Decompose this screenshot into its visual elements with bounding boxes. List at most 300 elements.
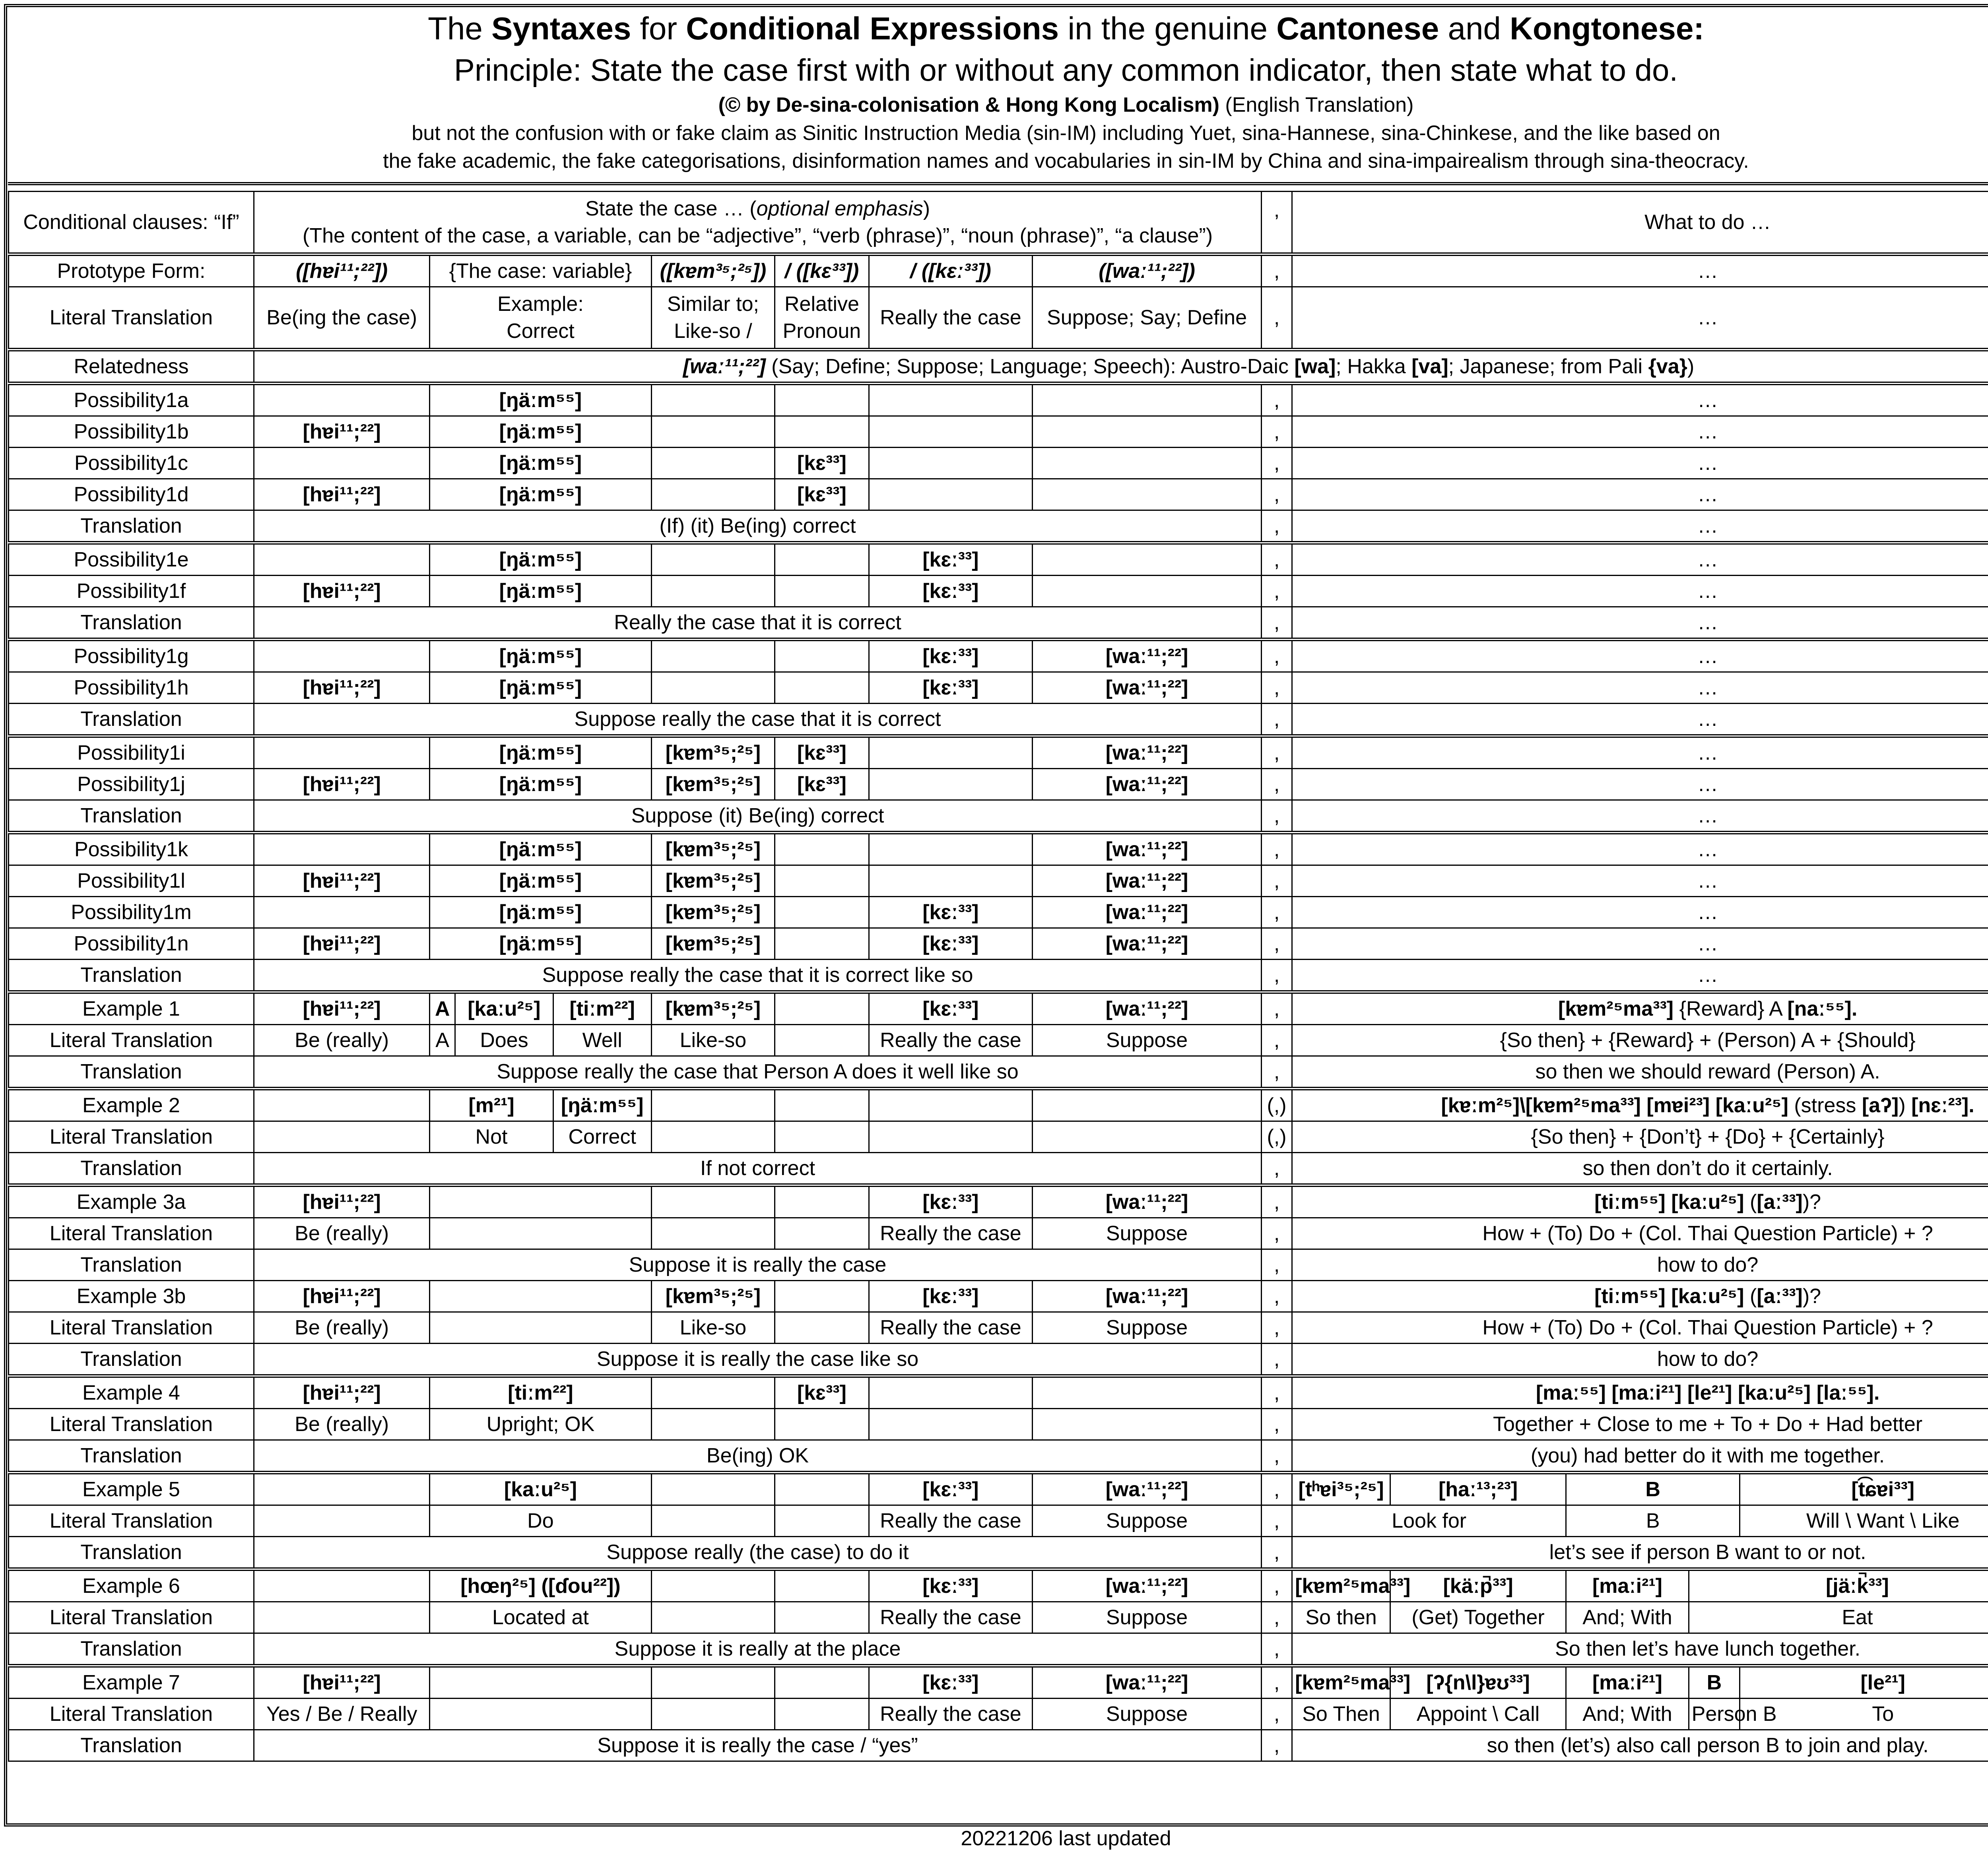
todo-word: B — [1566, 1505, 1740, 1537]
literal-cell: Suppose — [1033, 1218, 1262, 1249]
todo-cell: How + (To) Do + (Col. Thai Question Particle) + ? — [1292, 1312, 1988, 1344]
ke-long-cell: [kɛː³³] — [869, 1281, 1032, 1312]
ke-cell — [775, 672, 869, 704]
hei-cell: [hɐi¹¹;²²] — [254, 576, 430, 607]
literal-cell — [651, 1505, 775, 1537]
wa-cell — [1033, 1376, 1262, 1409]
variable-cell: [ŋäːm⁵⁵] — [430, 543, 651, 576]
todo-cell: [tiːm⁵⁵] [kaːu²⁵] ([aː³³])? — [1292, 1185, 1988, 1218]
kem-cell — [651, 416, 775, 448]
todo-cell: so then we should reward (Person) A. — [1292, 1056, 1988, 1089]
row-label: Example 4 — [9, 1376, 254, 1409]
ke-long-cell: [kɛː³³] — [869, 1473, 1032, 1505]
todo-word: B — [1566, 1473, 1740, 1505]
row-label: Possibility1m — [9, 897, 254, 928]
wa-cell: [waː¹¹;²²] — [1033, 1281, 1262, 1312]
wa-cell: [waː¹¹;²²] — [1033, 672, 1262, 704]
ke-long-cell: [kɛː³³] — [869, 640, 1032, 672]
possibility-row — [9, 672, 1988, 704]
hei-cell: [hɐi¹¹;²²] — [254, 769, 430, 800]
kem-cell — [651, 576, 775, 607]
literal-translation-row — [9, 1602, 1988, 1633]
comma-cell: , — [1262, 928, 1292, 960]
ke-long-cell: [kɛː³³] — [869, 1569, 1032, 1602]
hei-cell: [hɐi¹¹;²²] — [254, 865, 430, 897]
literal-cell: Located at — [430, 1602, 651, 1633]
todo-cell: … — [1292, 576, 1988, 607]
todo-cell: [kɐːm²⁵]\[kɐm²⁵ma³³] [mɐi²³] [kaːu²⁵] (stress [aʔ]) [nɛː²³]. — [1292, 1089, 1988, 1121]
ke-long-cell — [869, 865, 1032, 897]
person-a-cell: A — [430, 992, 455, 1025]
comma-cell: , — [1262, 1699, 1292, 1730]
todo-cell: so then don’t do it certainly. — [1292, 1153, 1988, 1185]
row-label: Possibility1g — [9, 640, 254, 672]
comma-cell: , — [1262, 992, 1292, 1025]
translation-row — [9, 1056, 1988, 1089]
literal-cell: Upright; OK — [430, 1409, 651, 1440]
last-updated: 20221206 last updated — [0, 1829, 1988, 1848]
translation-text: Suppose it is really the case like so — [254, 1344, 1262, 1376]
ke-long-cell: [kɛː³³] — [869, 576, 1032, 607]
translation-row — [9, 1344, 1988, 1376]
translation-text: If not correct — [254, 1153, 1262, 1185]
ke-cell — [775, 1281, 869, 1312]
variable-cell: [ŋäːm⁵⁵] — [430, 384, 651, 416]
variable-cell: [ŋäːm⁵⁵] — [430, 479, 651, 510]
literal-cell — [775, 1312, 869, 1344]
todo-cell: [maː⁵⁵] [maːi²¹] [le²¹] [kaːu²⁵] [laː⁵⁵]. — [1292, 1376, 1988, 1409]
translation-row — [9, 800, 1988, 833]
row-label: Example 3a — [9, 1185, 254, 1218]
row-label: Translation — [9, 1056, 254, 1089]
comma-cell: , — [1262, 1376, 1292, 1409]
todo-cell: … — [1292, 510, 1988, 543]
literal-cell — [651, 1699, 775, 1730]
ke-cell — [775, 1666, 869, 1699]
row-label: Translation — [9, 607, 254, 640]
literal-cell: Not — [430, 1121, 553, 1153]
todo-cell: … — [1292, 833, 1988, 865]
todo-cell: {So then} + {Reward} + (Person) A + {Should} — [1292, 1025, 1988, 1056]
todo-word: So Then — [1292, 1699, 1390, 1730]
translation-text: Really the case that it is correct — [254, 607, 1262, 640]
todo-cell: how to do? — [1292, 1249, 1988, 1281]
todo-cell: … — [1292, 865, 1988, 897]
todo-cell: … — [1292, 416, 1988, 448]
translation-row — [9, 1440, 1988, 1473]
literal-translation-row — [9, 1218, 1988, 1249]
row-label: Translation — [9, 1633, 254, 1666]
hei-cell: [hɐi¹¹;²²] — [254, 479, 430, 510]
ke-cell: [kɛ³³] — [775, 448, 869, 479]
literal-cell: Really the case — [869, 287, 1032, 350]
kem-cell — [651, 1473, 775, 1505]
literal-cell: Do — [430, 1505, 651, 1537]
variable-cell: [kaːu²⁵] — [430, 1473, 651, 1505]
conditional-clause-label: Conditional clauses: “If” — [9, 192, 254, 254]
literal-cell: Suppose — [1033, 1505, 1262, 1537]
wa-cell — [1033, 416, 1262, 448]
translation-text: Suppose really the case that it is correct like so — [254, 960, 1262, 992]
hei-cell: [hɐi¹¹;²²] — [254, 1376, 430, 1409]
row-label: Example 5 — [9, 1473, 254, 1505]
todo-word: (Get) Together — [1390, 1602, 1566, 1633]
literal-cell — [1033, 1121, 1262, 1153]
todo-cell: [tiːm⁵⁵] [kaːu²⁵] ([aː³³])? — [1292, 1281, 1988, 1312]
todo-word: B — [1689, 1666, 1740, 1699]
literal-cell: Does — [455, 1025, 553, 1056]
ke-cell — [775, 897, 869, 928]
kem-cell — [651, 1376, 775, 1409]
translation-row — [9, 1153, 1988, 1185]
comma-cell: , — [1262, 865, 1292, 897]
literal-cell: Suppose — [1033, 1602, 1262, 1633]
possibility-row — [9, 640, 1988, 672]
possibility-row — [9, 543, 1988, 576]
literal-cell: Be (really) — [254, 1312, 430, 1344]
literal-cell: Like-so — [651, 1025, 775, 1056]
row-label: Literal Translation — [9, 1409, 254, 1440]
ke-long-cell — [869, 736, 1032, 769]
todo-cell: {So then} + {Don’t} + {Do} + {Certainly} — [1292, 1121, 1988, 1153]
ke-cell — [775, 1185, 869, 1218]
proto-cell-ke: / ([kɛ³³]) — [775, 254, 869, 287]
ke-cell — [775, 640, 869, 672]
literal-cell — [254, 1602, 430, 1633]
row-label: Translation — [9, 960, 254, 992]
literal-cell: Be (really) — [254, 1409, 430, 1440]
proto-cell-variable: {The case: variable} — [430, 254, 651, 287]
variable-cell: [ŋäːm⁵⁵] — [430, 672, 651, 704]
literal-cell — [651, 1121, 775, 1153]
literal-translation-row — [9, 1409, 1988, 1440]
kem-cell: [kɐm³⁵;²⁵] — [651, 1281, 775, 1312]
translation-text: Suppose really (the case) to do it — [254, 1537, 1262, 1569]
wa-cell — [1033, 543, 1262, 576]
row-label: Possibility1j — [9, 769, 254, 800]
hei-cell — [254, 448, 430, 479]
comma-cell: , — [1262, 1025, 1292, 1056]
todo-cell: so then (let’s) also call person B to join and play. — [1292, 1730, 1988, 1761]
kem-cell — [651, 1569, 775, 1602]
todo-word: And; With — [1566, 1699, 1689, 1730]
wa-cell: [waː¹¹;²²] — [1033, 1569, 1262, 1602]
comma-cell: , — [1262, 543, 1292, 576]
hei-cell: [hɐi¹¹;²²] — [254, 416, 430, 448]
todo-cell: … — [1292, 607, 1988, 640]
variable-cell: [hœŋ²⁵] ([ɗou²²]) — [430, 1569, 651, 1602]
todo-cell: let’s see if person B want to or not. — [1292, 1537, 1988, 1569]
row-label: Prototype Form: — [9, 254, 254, 287]
kau-cell: [kaːu²⁵] — [455, 992, 553, 1025]
ke-cell: [kɛ³³] — [775, 479, 869, 510]
row-label: Translation — [9, 1153, 254, 1185]
page-header — [8, 8, 1988, 185]
translation-row — [9, 607, 1988, 640]
literal-translation-row — [9, 287, 1988, 350]
possibility-row — [9, 576, 1988, 607]
variable-cell: [ŋäːm⁵⁵] — [430, 769, 651, 800]
comma-cell: , — [1262, 672, 1292, 704]
ke-cell — [775, 928, 869, 960]
kem-cell — [651, 543, 775, 576]
hei-cell — [254, 543, 430, 576]
comma-cell: , — [1262, 1185, 1292, 1218]
todo-cell: … — [1292, 640, 1988, 672]
wa-cell: [waː¹¹;²²] — [1033, 897, 1262, 928]
relatedness-text: [waː¹¹;²²] (Say; Define; Suppose; Language; Speech): Austro-Daic [wa]; Hakka [va]; Japanese; from Pali {va}) — [254, 350, 1988, 384]
literal-cell: Correct — [553, 1121, 651, 1153]
possibility-row — [9, 833, 1988, 865]
ke-cell — [775, 992, 869, 1025]
comma-cell: (,) — [1262, 1089, 1292, 1121]
literal-cell — [775, 1505, 869, 1537]
translation-row — [9, 704, 1988, 736]
comma-cell: , — [1262, 1249, 1292, 1281]
todo-cell: … — [1292, 928, 1988, 960]
todo-cell: … — [1292, 448, 1988, 479]
row-label: Example 7 — [9, 1666, 254, 1699]
kem-cell — [651, 640, 775, 672]
translation-text: Suppose it is really at the place — [254, 1633, 1262, 1666]
row-label: Literal Translation — [9, 1218, 254, 1249]
ke-long-cell — [869, 1376, 1032, 1409]
todo-cell: … — [1292, 254, 1988, 287]
kem-cell — [651, 1666, 775, 1699]
kem-cell: [kɐm³⁵;²⁵] — [651, 928, 775, 960]
literal-cell: Example: Correct — [430, 287, 651, 350]
wa-cell: [waː¹¹;²²] — [1033, 1473, 1262, 1505]
kem-cell: [kɐm³⁵;²⁵] — [651, 736, 775, 769]
row-label: Possibility1e — [9, 543, 254, 576]
example-5-row — [9, 1473, 1988, 1505]
kem-cell: [kɐm³⁵;²⁵] — [651, 897, 775, 928]
possibility-row — [9, 384, 1988, 416]
row-label: Literal Translation — [9, 1025, 254, 1056]
row-label: Literal Translation — [9, 287, 254, 350]
todo-cell: Together + Close to me + To + Do + Had better — [1292, 1409, 1988, 1440]
todo-word: [maːi²¹] — [1566, 1666, 1689, 1699]
hei-cell — [254, 736, 430, 769]
literal-cell: Yes / Be / Really — [254, 1699, 430, 1730]
todo-word: Appoint \ Call — [1390, 1699, 1566, 1730]
example-6-row — [9, 1569, 1988, 1602]
comma-cell: , — [1262, 1505, 1292, 1537]
row-label: Example 3b — [9, 1281, 254, 1312]
comma-cell: , — [1262, 960, 1292, 992]
translation-row — [9, 1249, 1988, 1281]
row-label: Literal Translation — [9, 1505, 254, 1537]
row-label: Translation — [9, 510, 254, 543]
comma-cell: , — [1262, 607, 1292, 640]
ke-long-cell — [869, 833, 1032, 865]
literal-cell: A — [430, 1025, 455, 1056]
todo-cell: … — [1292, 800, 1988, 833]
todo-word: [maːi²¹] — [1566, 1569, 1689, 1602]
row-label: Translation — [9, 704, 254, 736]
literal-cell — [775, 1025, 869, 1056]
todo-cell: … — [1292, 479, 1988, 510]
wa-cell: [waː¹¹;²²] — [1033, 640, 1262, 672]
row-label: Example 2 — [9, 1089, 254, 1121]
row-label: Possibility1i — [9, 736, 254, 769]
row-label: Possibility1d — [9, 479, 254, 510]
todo-word: [haː¹³;²³] — [1390, 1473, 1566, 1505]
ke-cell: [kɛ³³] — [775, 736, 869, 769]
ke-cell — [775, 833, 869, 865]
hei-cell: [hɐi¹¹;²²] — [254, 928, 430, 960]
hei-cell — [254, 897, 430, 928]
comma-cell: , — [1262, 1569, 1292, 1602]
comma-cell: (,) — [1262, 1121, 1292, 1153]
possibility-row — [9, 736, 1988, 769]
literal-cell: Really the case — [869, 1699, 1032, 1730]
wa-cell: [waː¹¹;²²] — [1033, 833, 1262, 865]
ke-cell — [775, 543, 869, 576]
ke-cell — [775, 1473, 869, 1505]
literal-cell — [775, 1121, 869, 1153]
kem-cell — [651, 672, 775, 704]
todo-cell: [kɐm²⁵ma³³] {Reward} A [naː⁵⁵]. — [1292, 992, 1988, 1025]
translation-text: Be(ing) OK — [254, 1440, 1262, 1473]
translation-row — [9, 1537, 1988, 1569]
ke-cell — [775, 384, 869, 416]
todo-word: Will \ Want \ Like — [1740, 1505, 1988, 1537]
comma-cell: , — [1262, 287, 1292, 350]
wa-cell — [1033, 384, 1262, 416]
row-label: Possibility1n — [9, 928, 254, 960]
todo-word: And; With — [1566, 1602, 1689, 1633]
comma-cell: , — [1262, 1440, 1292, 1473]
row-label: Translation — [9, 800, 254, 833]
translation-text: Suppose (it) Be(ing) correct — [254, 800, 1262, 833]
todo-word: Person B — [1689, 1699, 1740, 1730]
example-ex3b-row — [9, 1281, 1988, 1312]
ke-cell: [kɛ³³] — [775, 769, 869, 800]
literal-cell — [775, 1409, 869, 1440]
literal-cell: Really the case — [869, 1602, 1032, 1633]
kem-cell: [kɐm³⁵;²⁵] — [651, 865, 775, 897]
literal-translation-row — [9, 1025, 1988, 1056]
literal-cell: Really the case — [869, 1312, 1032, 1344]
todo-cell: So then let’s have lunch together. — [1292, 1633, 1988, 1666]
page-title: The Syntaxes for Conditional Expressions in the genuine Cantonese and Kongtonese: — [8, 8, 1988, 49]
literal-cell: Well — [553, 1025, 651, 1056]
translation-text: Suppose it is really the case — [254, 1249, 1262, 1281]
literal-cell — [651, 1218, 775, 1249]
hei-cell — [254, 384, 430, 416]
variable-cell: [ŋäːm⁵⁵] — [430, 833, 651, 865]
possibility-row — [9, 928, 1988, 960]
todo-word: [t͡ɕɐi³³] — [1740, 1473, 1988, 1505]
principle-line: Principle: State the case first with or without any common indicator, then state what to do. — [8, 49, 1988, 91]
ke-cell — [775, 576, 869, 607]
syntax-table — [8, 191, 1988, 1762]
todo-cell: … — [1292, 384, 1988, 416]
tim-cell: [tiːm²²] — [553, 992, 651, 1025]
literal-cell — [651, 1602, 775, 1633]
possibility-row — [9, 769, 1988, 800]
wa-cell — [1033, 448, 1262, 479]
comma-cell: , — [1262, 1056, 1292, 1089]
possibility-row — [9, 865, 1988, 897]
ke-long-cell: [kɛː³³] — [869, 1666, 1032, 1699]
variable-cell: [ŋäːm⁵⁵] — [430, 640, 651, 672]
todo-cell: … — [1292, 769, 1988, 800]
comma-cell: , — [1262, 510, 1292, 543]
row-label: Translation — [9, 1537, 254, 1569]
hei-cell — [254, 833, 430, 865]
row-label: Literal Translation — [9, 1312, 254, 1344]
translation-row — [9, 1633, 1988, 1666]
translation-text: Suppose really the case that Person A does it well like so — [254, 1056, 1262, 1089]
hei-cell: [hɐi¹¹;²²] — [254, 1281, 430, 1312]
example-ex3a-row — [9, 1185, 1988, 1218]
state-case-header: State the case … (optional emphasis) (The content of the case, a variable, can be “adjective”, “verb (phrase)”, “noun (phrase)”, “a clause”) — [254, 192, 1262, 254]
row-label: Possibility1h — [9, 672, 254, 704]
variable-cell — [430, 1666, 651, 1699]
ke-long-cell: [kɛː³³] — [869, 1185, 1032, 1218]
literal-cell — [430, 1218, 651, 1249]
comma-cell: , — [1262, 833, 1292, 865]
row-label: Possibility1a — [9, 384, 254, 416]
todo-word: [kɐm²⁵ma³³] — [1292, 1569, 1390, 1602]
ke-cell — [775, 865, 869, 897]
row-label: Literal Translation — [9, 1121, 254, 1153]
literal-translation-row — [9, 1121, 1988, 1153]
kem-cell — [651, 384, 775, 416]
literal-cell — [254, 1121, 430, 1153]
literal-cell: Similar to; Like-so / — [651, 287, 775, 350]
row-label: Relatedness — [9, 350, 254, 384]
possibility-row — [9, 897, 1988, 928]
literal-cell: Really the case — [869, 1218, 1032, 1249]
literal-cell — [869, 1121, 1032, 1153]
relatedness-row — [9, 350, 1988, 384]
todo-word: Eat — [1689, 1602, 1988, 1633]
todo-word: [tʰɐi³⁵;²⁵] — [1292, 1473, 1390, 1505]
todo-word: [ʔ{n\l}ɐʊ³³] — [1390, 1666, 1566, 1699]
variable-cell: [ŋäːm⁵⁵] — [430, 416, 651, 448]
what-to-do-header: What to do … — [1292, 192, 1988, 254]
todo-word: [käːp̚³³] — [1390, 1569, 1566, 1602]
row-label: Possibility1f — [9, 576, 254, 607]
literal-cell: Be (really) — [254, 1025, 430, 1056]
literal-cell — [430, 1699, 651, 1730]
comma-cell: , — [1262, 416, 1292, 448]
comma-cell: , — [1262, 384, 1292, 416]
kem-cell: [kɐm³⁵;²⁵] — [651, 833, 775, 865]
comma-cell: , — [1262, 576, 1292, 607]
wa-cell: [waː¹¹;²²] — [1033, 769, 1262, 800]
ke-long-cell — [869, 1089, 1032, 1121]
proto-cell-kem: ([kɐm³⁵;²⁵]) — [651, 254, 775, 287]
header-row — [9, 192, 1988, 254]
literal-cell — [1033, 1409, 1262, 1440]
ke-long-cell: [kɛː³³] — [869, 928, 1032, 960]
comma-cell: , — [1262, 1281, 1292, 1312]
literal-cell: Really the case — [869, 1505, 1032, 1537]
literal-cell: Suppose — [1033, 1312, 1262, 1344]
example-2-row — [9, 1089, 1988, 1121]
literal-translation-row — [9, 1312, 1988, 1344]
todo-cell: … — [1292, 736, 1988, 769]
literal-cell: Relative Pronoun — [775, 287, 869, 350]
variable-cell: [ŋäːm⁵⁵] — [430, 865, 651, 897]
wa-cell: [waː¹¹;²²] — [1033, 1666, 1262, 1699]
variable-cell — [430, 1185, 651, 1218]
kem-cell — [651, 1089, 775, 1121]
